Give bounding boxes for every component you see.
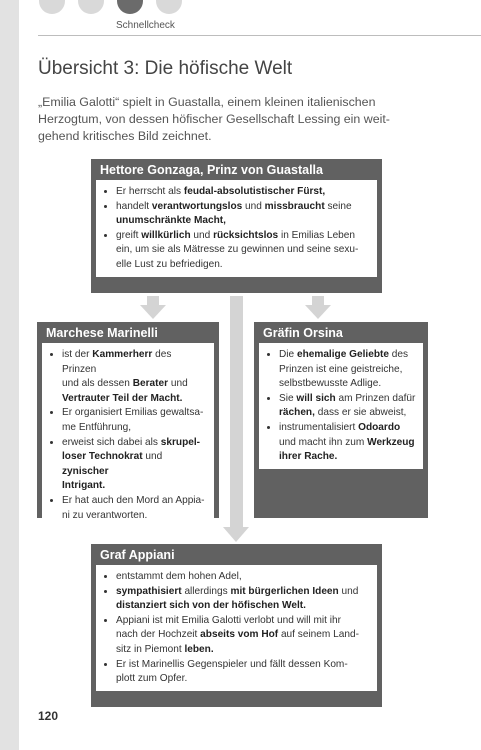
text-run: dass er sie abweist, bbox=[314, 407, 407, 419]
box-appiani bbox=[91, 544, 382, 707]
box-body bbox=[42, 343, 214, 527]
box-marinelli bbox=[37, 322, 219, 521]
bold-text: Intrigant. bbox=[62, 480, 106, 492]
bullet-list bbox=[49, 348, 208, 523]
text-run: Er ist Marinellis Gegenspieler und fällt dessen Kom- bbox=[116, 658, 348, 670]
bold-text: Kammerherr bbox=[92, 349, 153, 360]
text-run: Sie bbox=[279, 392, 297, 404]
bold-text: sympathisiert bbox=[116, 585, 182, 597]
bold-text: ihrer Rache. bbox=[279, 451, 338, 463]
text-run: in Emilias Leben bbox=[278, 229, 356, 241]
text-run: elle Lust zu befriedigen. bbox=[116, 258, 223, 270]
bullet-item bbox=[62, 406, 208, 435]
bold-text: zynischer bbox=[62, 465, 109, 477]
text-run: und macht ihn zum bbox=[279, 436, 368, 448]
text-run: des bbox=[388, 349, 409, 360]
bold-text: Odoardo bbox=[358, 421, 401, 433]
text-run: instrumentalisiert bbox=[279, 421, 359, 433]
text-run: Die bbox=[279, 349, 297, 360]
text-run: Er herrscht als bbox=[116, 186, 184, 197]
bold-text: verantwortungslos bbox=[151, 200, 243, 212]
bullet-item bbox=[116, 614, 371, 658]
page-title: Übersicht 3: Die höfische Welt bbox=[38, 58, 293, 79]
left-margin-strip bbox=[0, 0, 19, 750]
text-run: auf seinem Land- bbox=[278, 629, 359, 641]
bold-text: feudal-absolutistischer Fürst, bbox=[183, 186, 326, 197]
text-run: erweist sich dabei als bbox=[62, 436, 161, 448]
text-run: seine bbox=[324, 200, 352, 212]
bold-text: Werkzeug bbox=[367, 436, 415, 448]
text-run: und bbox=[338, 585, 359, 597]
bold-text: will sich bbox=[296, 392, 336, 404]
bullet-item bbox=[116, 570, 371, 585]
page-number: 120 bbox=[38, 709, 59, 723]
nav-dot-1[interactable] bbox=[39, 0, 65, 14]
bold-text: rächen, bbox=[279, 407, 315, 419]
box-title: Gräfin Orsina bbox=[263, 326, 343, 340]
bullet-list bbox=[266, 348, 417, 465]
text-run: Prinzen ist eine geistreiche, bbox=[279, 363, 403, 375]
text-run: und bbox=[190, 229, 214, 241]
bold-text: rücksichtslos bbox=[213, 229, 279, 241]
bullet-item bbox=[62, 348, 208, 406]
nav-dot-2[interactable] bbox=[78, 0, 104, 14]
nav-dot-active[interactable] bbox=[117, 0, 143, 14]
bullet-item bbox=[116, 200, 371, 229]
bold-text: distanziert sich von der höfischen Welt. bbox=[116, 600, 306, 612]
bullet-item bbox=[279, 348, 417, 392]
text-run: am Prinzen dafür bbox=[335, 392, 416, 404]
text-run: Er hat auch den Mord an Appia- bbox=[62, 494, 205, 506]
text-run: Er organisiert Emilias gewaltsa- bbox=[62, 407, 204, 419]
bold-text: missbraucht bbox=[264, 200, 325, 212]
box-orsina bbox=[254, 322, 428, 518]
bullet-item bbox=[116, 658, 371, 687]
bold-text: abseits vom Hof bbox=[200, 629, 279, 641]
text-run: greift bbox=[116, 229, 142, 241]
bold-text: leben. bbox=[184, 643, 214, 655]
box-body bbox=[259, 343, 423, 469]
bullet-item bbox=[116, 229, 371, 273]
intro-line: „Emilia Galotti“ spielt in Guastalla, einem kleinen italienischen bbox=[38, 95, 376, 109]
intro-line: gehend kritisches Bild zeichnet. bbox=[38, 129, 212, 143]
header-divider bbox=[38, 35, 481, 36]
text-run: plott zum Opfer. bbox=[116, 673, 188, 685]
box-body bbox=[96, 180, 377, 277]
text-run: me Entführung, bbox=[62, 421, 132, 433]
box-title: Graf Appiani bbox=[100, 548, 175, 562]
box-body bbox=[96, 565, 377, 691]
text-run: des Prinzen bbox=[62, 349, 172, 375]
bold-text: unumschränkte Macht, bbox=[116, 215, 226, 227]
bold-text: skrupel- bbox=[160, 436, 201, 448]
text-run: ni zu verantworten. bbox=[62, 509, 148, 521]
bullet-item bbox=[279, 421, 417, 465]
text-run: handelt bbox=[116, 200, 152, 212]
bold-text: mit bürgerlichen Ideen bbox=[230, 585, 339, 597]
text-run: entstammt dem hohen Adel, bbox=[116, 571, 242, 582]
bullet-item bbox=[116, 185, 371, 200]
text-run: nach der Hochzeit bbox=[116, 629, 201, 641]
nav-dot-4[interactable] bbox=[156, 0, 182, 14]
bold-text: loser Technokrat bbox=[62, 451, 143, 463]
text-run: Appiani ist mit Emilia Galotti verlobt und will mit ihr bbox=[116, 614, 341, 626]
bullet-item bbox=[62, 494, 208, 523]
text-run: und bbox=[142, 451, 163, 463]
text-run: ein, um sie als Mätresse zu gewinnen und seine sexu- bbox=[116, 244, 359, 256]
bullet-item bbox=[62, 436, 208, 494]
text-run: und als dessen bbox=[62, 378, 133, 390]
text-run: sitz in Piemont bbox=[116, 643, 185, 655]
bold-text: Berater bbox=[132, 378, 169, 390]
box-title: Marchese Marinelli bbox=[46, 326, 158, 340]
bullet-item bbox=[116, 585, 371, 614]
box-title: Hettore Gonzaga, Prinz von Guastalla bbox=[100, 163, 323, 177]
bold-text: ehemalige Geliebte bbox=[296, 349, 389, 360]
box-prince bbox=[91, 159, 382, 293]
section-label: Schnellcheck bbox=[116, 20, 175, 31]
text-run: selbstbewusste Adlige. bbox=[279, 378, 382, 390]
bold-text: willkürlich bbox=[141, 229, 191, 241]
bullet-item bbox=[279, 392, 417, 421]
bullet-list bbox=[103, 570, 371, 687]
bold-text: Vertrauter Teil der Macht. bbox=[62, 392, 183, 404]
intro-text bbox=[38, 94, 438, 145]
text-run: ist der bbox=[62, 349, 93, 360]
text-run: und bbox=[242, 200, 265, 212]
intro-line: Herzogtum, von dessen höfischer Gesellschaft Lessing ein weit- bbox=[38, 112, 390, 126]
text-run: und bbox=[168, 378, 188, 390]
bullet-list bbox=[103, 185, 371, 273]
text-run: allerdings bbox=[181, 585, 231, 597]
